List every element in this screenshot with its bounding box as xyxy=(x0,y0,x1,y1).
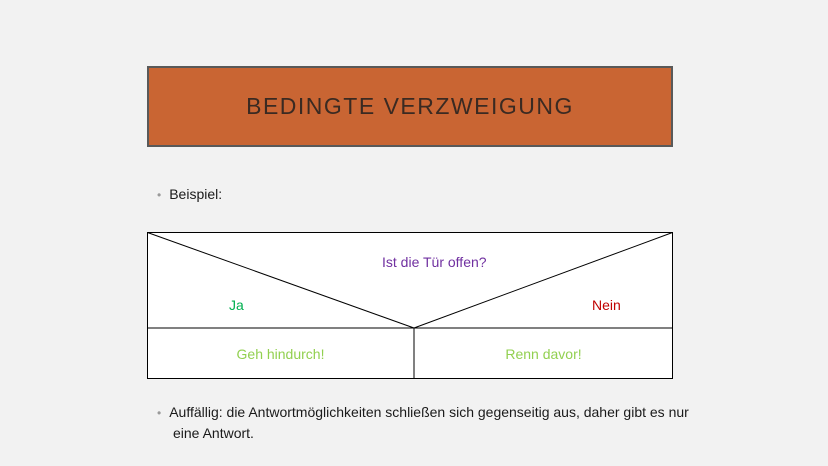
bullet-observation xyxy=(157,402,693,443)
slide-title: BEDINGTE VERZWEIGUNG xyxy=(246,93,574,119)
bullet-dot-icon: • xyxy=(157,406,162,420)
no-action: Renn davor! xyxy=(505,346,582,362)
condition-text: Ist die Tür offen? xyxy=(382,254,487,270)
no-label: Nein xyxy=(592,297,621,313)
yes-label: Ja xyxy=(229,297,244,313)
bullet-text: Auffällig: die Antwortmöglichkeiten schließen sich gegenseitig aus, daher gibt es nur eine Antwort. xyxy=(169,404,689,441)
bullet-example xyxy=(157,184,222,205)
bullet-text: Beispiel: xyxy=(169,186,223,202)
title-banner xyxy=(147,66,673,147)
bullet-dot-icon: • xyxy=(157,188,162,202)
yes-action: Geh hindurch! xyxy=(236,346,325,362)
structogram xyxy=(147,232,673,379)
